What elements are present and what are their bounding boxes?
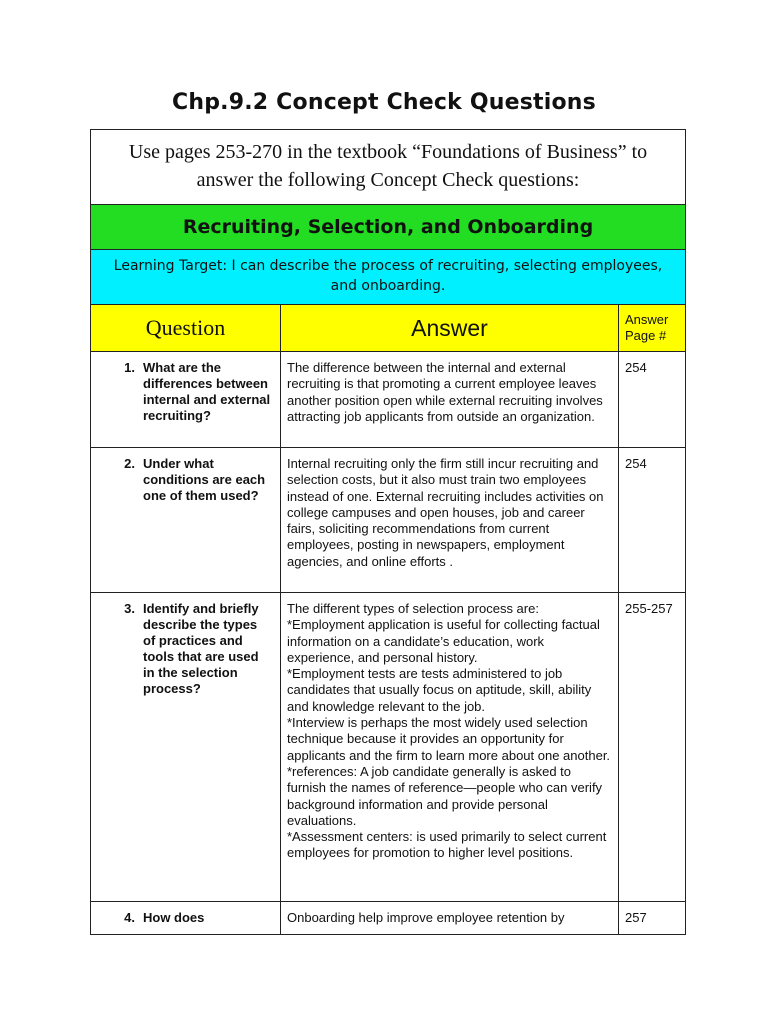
table-row	[91, 352, 686, 448]
answer-text: The different types of selection process are: *Employment application is useful for collecting factual information on a candidate’s education, work experience, and personal history. *Employment tests are tests administered to job candidates that usually focus on aptitude, skill, ability and knowledge relevant to the job. *Interview is perhaps the most widely used selection technique because it provides an opportunity for applicants and the firm to learn more about one another. *references: A job candidate generally is asked to furnish the names of reference—people who can verify background information and provide personal evaluations. *Assessment centers: is used primarily to select current employees for promotion to higher level positions.	[281, 593, 619, 902]
answer-page: 257	[619, 902, 686, 935]
answer-page: 254	[619, 352, 686, 448]
section-heading: Recruiting, Selection, and Onboarding	[91, 205, 686, 250]
question-text: How does	[143, 910, 205, 925]
question-text: Identify and briefly describe the types of practices and tools that are used in the selection process?	[143, 601, 259, 696]
question-text: Under what conditions are each one of them used?	[143, 456, 266, 503]
answer-page: 254	[619, 448, 686, 593]
question-column-header: Question	[91, 305, 281, 352]
answer-text: Internal recruiting only the firm still incur recruiting and selection costs, but it also must train two employees instead of one. External recruiting includes activities on college campuses and open houses, job and career fairs, soliciting recommendations from current employees, posting in newspapers, employment agencies, and online efforts .	[281, 448, 619, 593]
question-number: 4.	[124, 910, 135, 925]
answer-text: The difference between the internal and external recruiting is that promoting a current employee leaves another position open while external recruiting involves attracting job applicants from outside an organization.	[281, 352, 619, 448]
question-number: 1.	[124, 360, 135, 375]
concept-check-table	[90, 129, 686, 935]
table-row	[91, 593, 686, 902]
table-row	[91, 448, 686, 593]
page-column-header: Answer Page #	[619, 305, 686, 352]
question-number: 2.	[124, 456, 135, 471]
question-number: 3.	[124, 601, 135, 616]
answer-column-header: Answer	[281, 305, 619, 352]
question-text: What are the differences between internal and external recruiting?	[143, 360, 271, 423]
page-title: Chp.9.2 Concept Check Questions	[172, 90, 596, 115]
table-row	[91, 902, 686, 935]
answer-text: Onboarding help improve employee retention by	[281, 902, 619, 935]
instructions: Use pages 253-270 in the textbook “Foundations of Business” to answer the following Concept Check questions:	[91, 130, 686, 205]
answer-page: 255-257	[619, 593, 686, 902]
learning-target: Learning Target: I can describe the process of recruiting, selecting employees, and onboarding.	[91, 250, 686, 305]
